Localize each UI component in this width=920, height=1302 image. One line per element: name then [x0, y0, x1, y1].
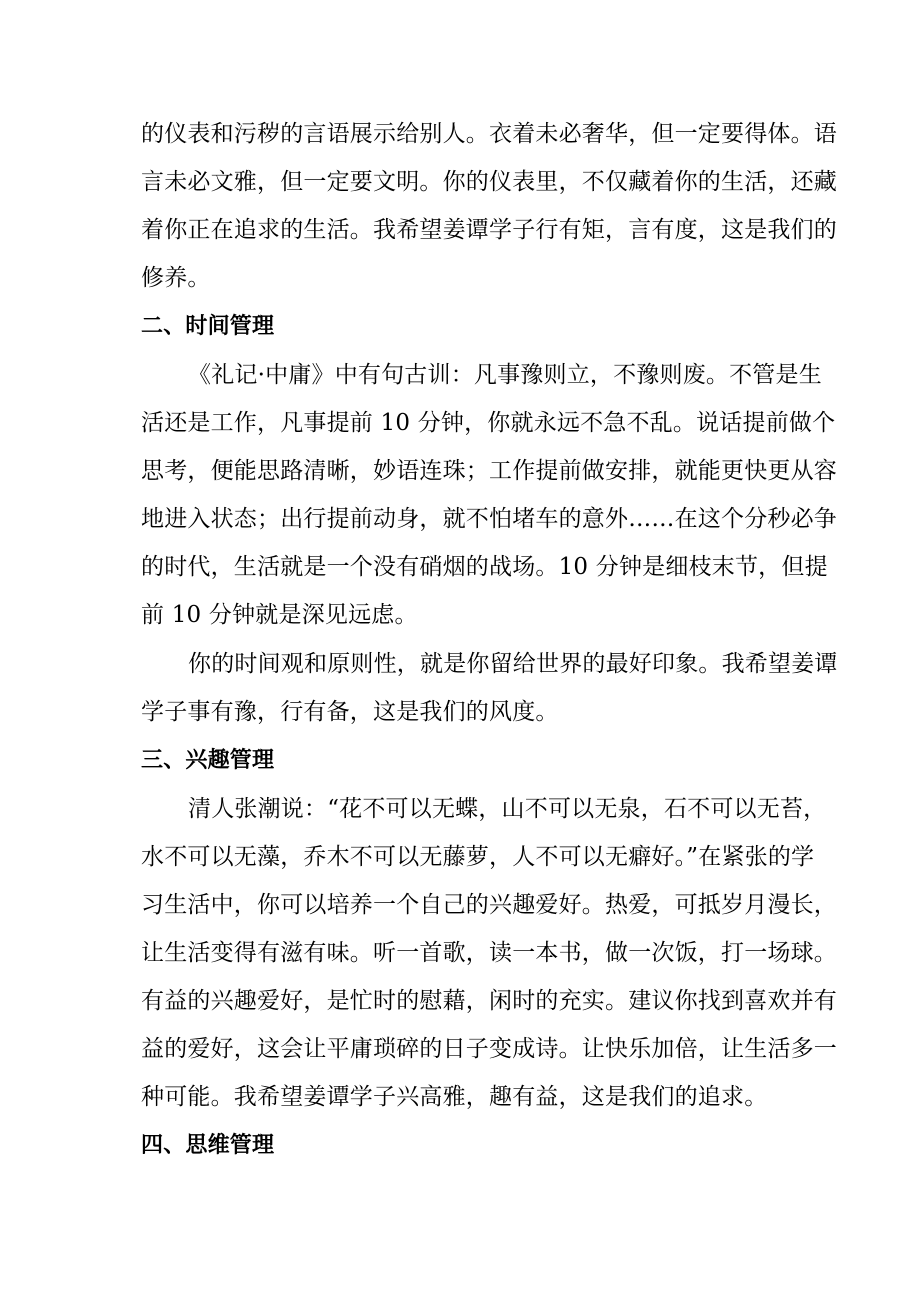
text-line: 活还是工作，凡事提前 10 分钟，你就永远不急不乱。说话提前做个 — [141, 410, 836, 436]
text-line: 着你正在追求的生活。我希望姜谭学子行有矩，言有度，这是我们的 — [141, 217, 837, 243]
text-line: 习生活中，你可以培养一个自己的兴趣爱好。热爱，可抵岁月漫长， — [141, 892, 837, 918]
text-line: 《礼记·中庸》中有句古训：凡事豫则立，不豫则废。不管是生 — [188, 362, 822, 388]
text-line: 益的爱好，这会让平庸琐碎的日子变成诗。让快乐加倍，让生活多一 — [141, 1036, 837, 1062]
text-line: 让生活变得有滋有味。听一首歌，读一本书，做一次饭，打一场球。 — [141, 940, 837, 966]
section-heading-interest: 三、兴趣管理 — [141, 748, 275, 773]
text-line: 种可能。我希望姜谭学子兴高雅，趣有益，这是我们的追求。 — [141, 1084, 768, 1110]
text-line: 前 10 分钟就是深见远虑。 — [141, 602, 418, 628]
text-line: 学子事有豫，行有备，这是我们的风度。 — [141, 699, 559, 725]
text-line: 地进入状态；出行提前动身，就不怕堵车的意外……在这个分秒必争 — [141, 506, 837, 532]
text-line: 你的时间观和原则性，就是你留给世界的最好印象。我希望姜谭 — [188, 651, 838, 677]
text-line: 思考，便能思路清晰，妙语连珠；工作提前做安排，就能更快更从容 — [141, 458, 837, 484]
text-line: 言未必文雅，但一定要文明。你的仪表里，不仅藏着你的生活，还藏 — [141, 169, 837, 195]
text-line: 水不可以无藻，乔木不可以无藤萝，人不可以无癖好。”在紧张的学 — [141, 844, 815, 870]
section-heading-thinking: 四、思维管理 — [141, 1133, 275, 1158]
text-line: 的时代，生活就是一个没有硝烟的战场。10 分钟是细枝末节，但提 — [141, 554, 828, 580]
text-line: 的仪表和污秽的言语展示给别人。衣着未必奢华，但一定要得体。语 — [141, 121, 837, 147]
text-line: 清人张潮说：“花不可以无蝶，山不可以无泉，石不可以无苔， — [188, 796, 827, 822]
text-line: 修养。 — [141, 265, 211, 291]
text-line: 有益的兴趣爱好，是忙时的慰藉，闲时的充实。建议你找到喜欢并有 — [141, 988, 837, 1014]
section-heading-time: 二、时间管理 — [141, 314, 275, 339]
